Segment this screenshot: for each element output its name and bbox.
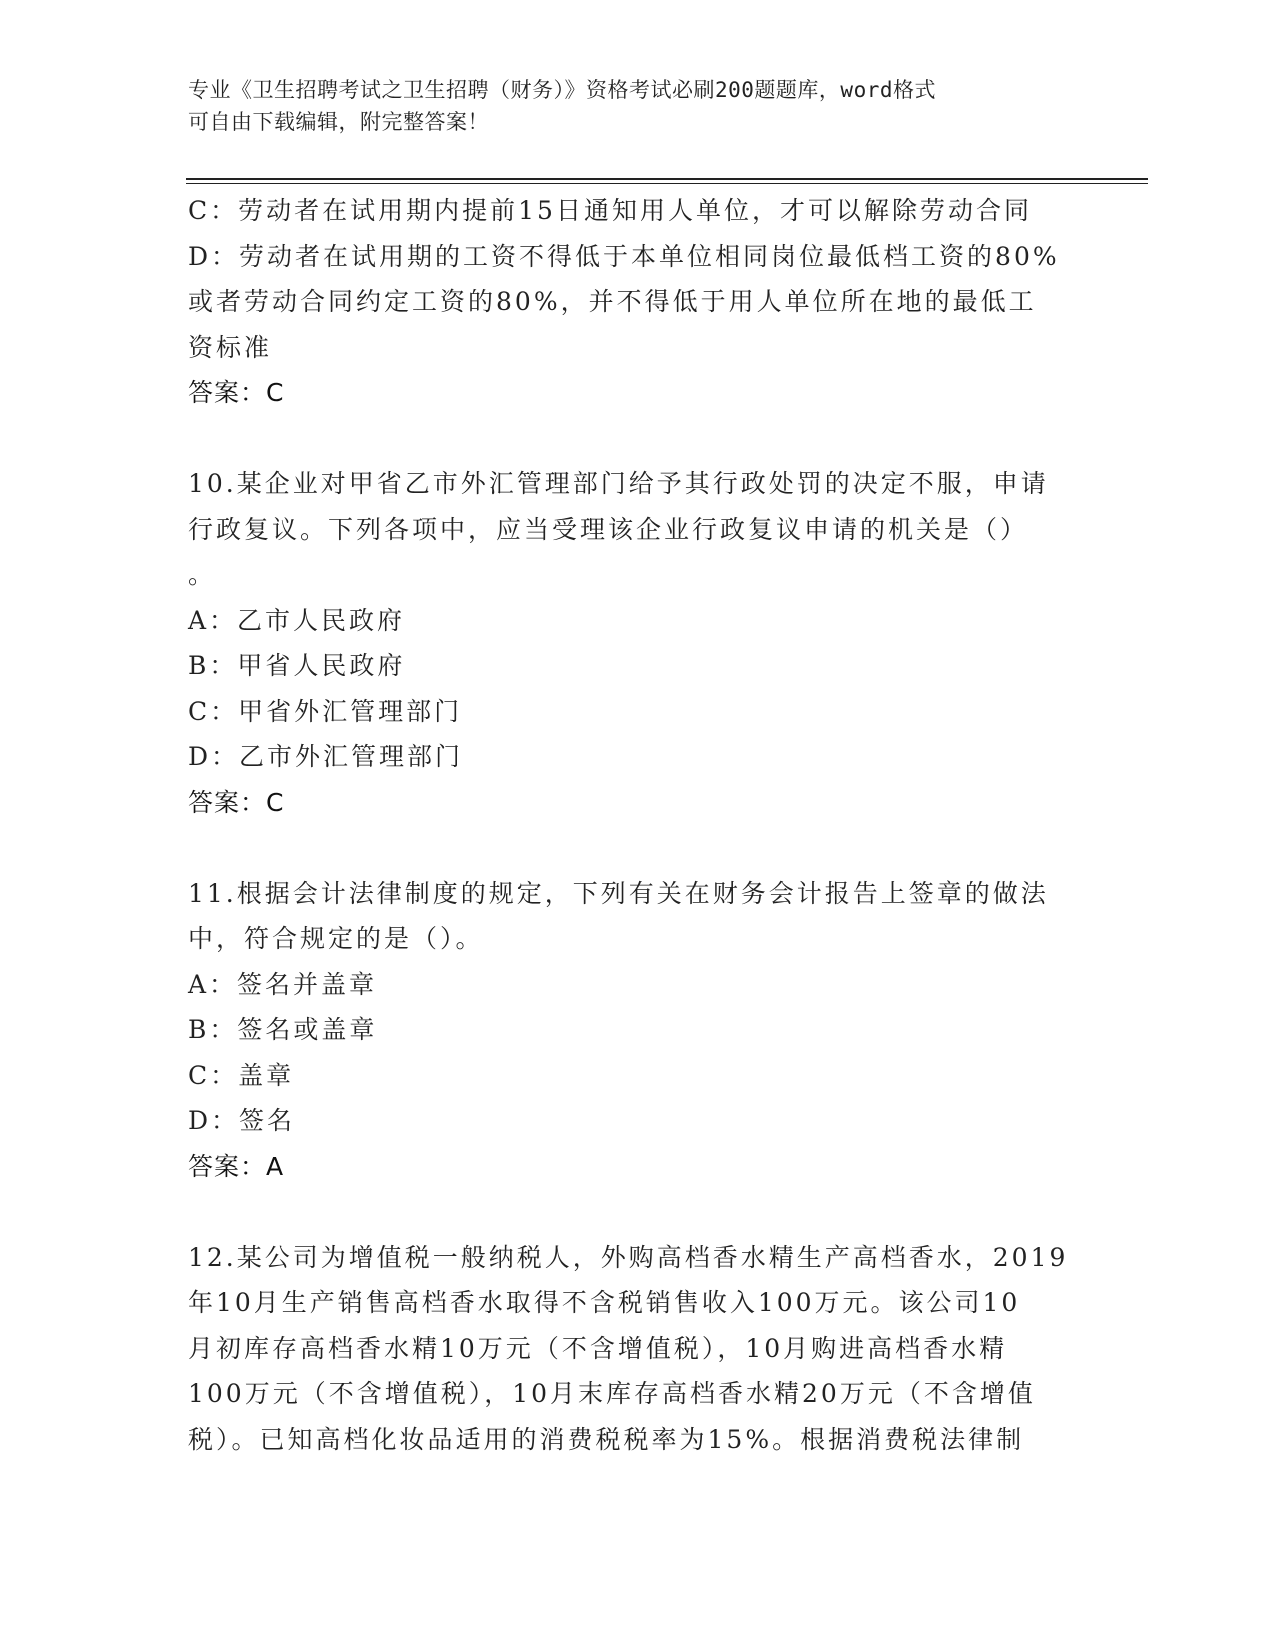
option-d-continued: 资标准	[188, 332, 273, 362]
header-title-line-1: 专业《卫生招聘考试之卫生招聘（财务）》资格考试必刷200题题库，word格式	[188, 78, 936, 102]
option-c: C：劳动者在试用期内提前15日通知用人单位，才可以解除劳动合同	[188, 196, 1032, 225]
header-divider-thick	[186, 178, 1148, 180]
option-c: C：盖章	[188, 1060, 295, 1090]
question-stem: 100万元（不含增值税），10月末库存高档香水精20万元（不含增值	[188, 1379, 1036, 1408]
question-stem: 税）。已知高档化妆品适用的消费税税率为15%。根据消费税法律制	[188, 1424, 1025, 1454]
option-d: D：签名	[188, 1106, 296, 1135]
question-9-continued	[188, 188, 1088, 416]
spacer	[188, 416, 1088, 462]
question-stem: 11.根据会计法律制度的规定，下列有关在财务会计报告上签章的做法	[188, 878, 1049, 908]
question-stem: 月初库存高档香水精10万元（不含增值税），10月购进高档香水精	[188, 1333, 1008, 1363]
question-stem: 行政复议。下列各项中，应当受理该企业行政复议申请的机关是（）	[188, 514, 1029, 544]
question-11	[188, 871, 1088, 1190]
option-b: B：签名或盖章	[188, 1015, 378, 1044]
option-d: D：乙市外汇管理部门	[188, 742, 464, 771]
question-stem: 10.某企业对甲省乙市外汇管理部门给予其行政处罚的决定不服，申请	[188, 469, 1049, 498]
option-c: C：甲省外汇管理部门	[188, 696, 463, 726]
answer-line: 答案：C	[188, 787, 285, 817]
header-divider-thin	[186, 183, 1148, 184]
answer-line: 答案：C	[188, 378, 285, 407]
header-title-line-2: 可自由下载编辑，附完整答案！	[188, 110, 489, 134]
question-10	[188, 461, 1088, 825]
option-a: A：乙市人民政府	[188, 605, 406, 635]
question-12	[188, 1235, 1088, 1463]
spacer	[188, 825, 1088, 871]
page-header	[188, 74, 1088, 138]
option-a: A：签名并盖章	[188, 969, 378, 999]
spacer	[188, 1189, 1088, 1235]
question-stem: 12.某公司为增值税一般纳税人，外购高档香水精生产高档香水，2019	[188, 1242, 1069, 1272]
question-stem: 中，符合规定的是（）。	[188, 924, 484, 953]
document-body	[188, 188, 1088, 1462]
option-d: D：劳动者在试用期的工资不得低于本单位相同岗位最低档工资的80%	[188, 241, 1060, 271]
option-d-continued: 或者劳动合同约定工资的80%，并不得低于用人单位所在地的最低工	[188, 287, 1037, 316]
option-b: B：甲省人民政府	[188, 651, 406, 680]
answer-line: 答案：A	[188, 1151, 285, 1181]
question-stem: 。	[188, 560, 217, 589]
question-stem: 年10月生产销售高档香水取得不含税销售收入100万元。该公司10	[188, 1288, 1021, 1317]
